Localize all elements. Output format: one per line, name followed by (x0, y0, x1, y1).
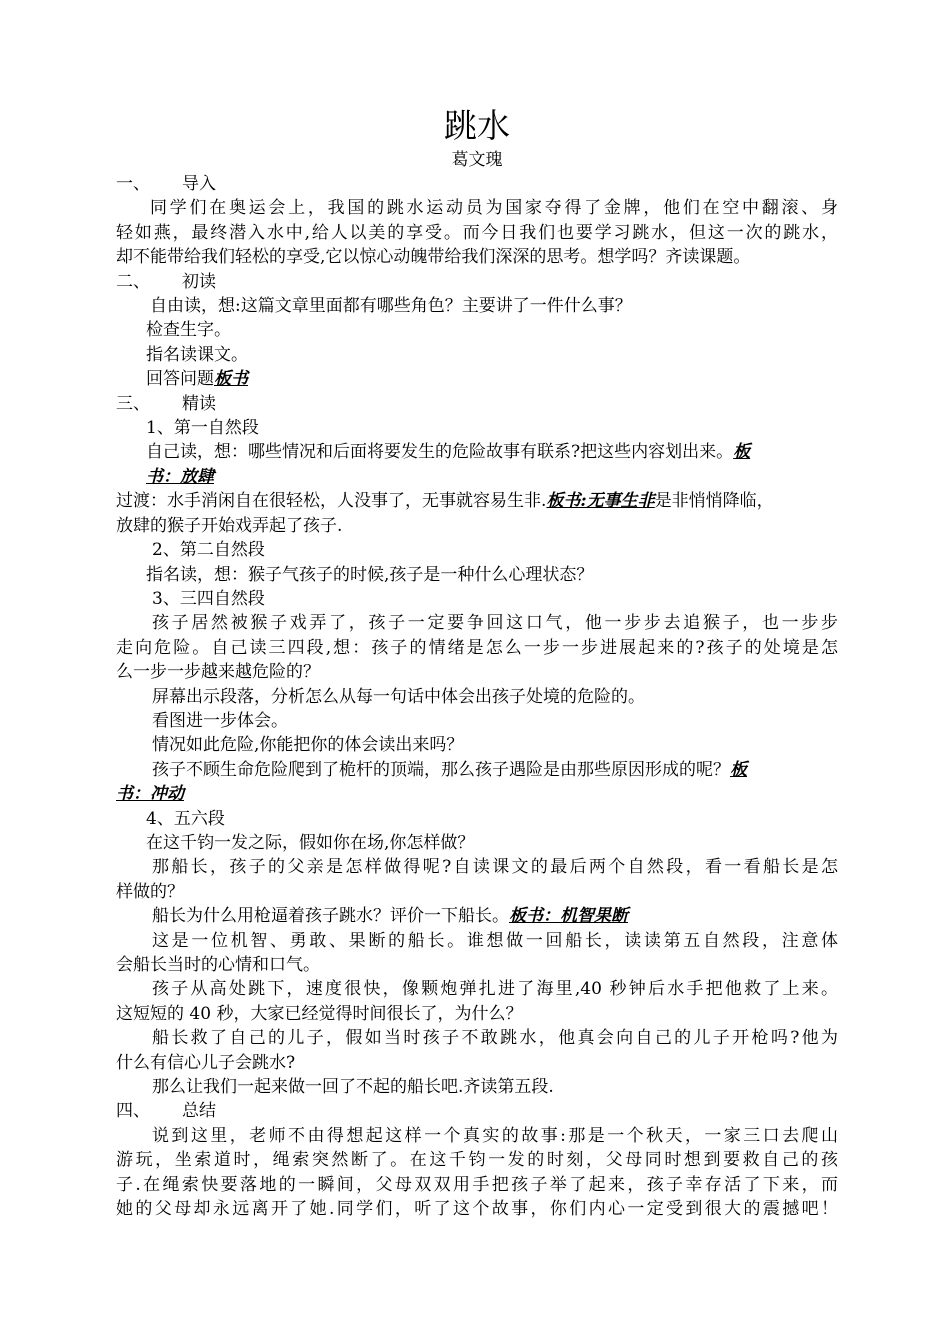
line-text: 孩子不顾生命危险爬到了桅杆的顶端，那么孩子遇险是由那些原因形成的呢？ (152, 759, 730, 780)
section-number: 四、 (116, 1101, 150, 1122)
blackboard-note: 板 (730, 759, 747, 780)
document-page (116, 104, 838, 1221)
paragraph-line: 走向危险。自己读三四段,想：孩子的情绪是怎么一步一步进展起来的?孩子的处境是怎 (116, 637, 838, 658)
paragraph-line: 却不能带给我们轻松的享受,它以惊心动魄带给我们深深的思考。想学吗？齐读课题。 (116, 247, 751, 268)
paragraph-line: 孩子居然被猴子戏弄了，孩子一定要争回这口气，他一步步去追猴子，也一步步 (152, 613, 838, 634)
paragraph-line: 船长救了自己的儿子，假如当时孩子不敢跳水，他真会向自己的儿子开枪吗?他为 (152, 1028, 838, 1049)
blackboard-note: 书：冲动 (116, 784, 184, 805)
section-number: 二、 (116, 271, 150, 292)
paragraph-line: 这是一位机智、勇敢、果断的船长。谁想做一回船长，读读第五自然段，注意体 (152, 930, 838, 951)
paragraph-line: 说到这里，老师不由得想起这样一个真实的故事:那是一个秋天，一家三口去爬山 (152, 1125, 838, 1146)
section-title: 总结 (182, 1101, 216, 1122)
section-heading-intro (116, 172, 838, 196)
paragraph-line: 自由读，想:这篇文章里面都有哪些角色？主要讲了一件什么事？ (150, 296, 632, 317)
paragraph-line: 情况如此危险,你能把你的体会读出来吗？ (152, 735, 464, 756)
section-title: 导入 (182, 174, 216, 194)
paragraph-line (116, 904, 838, 928)
paragraph-line (116, 758, 838, 782)
blackboard-note: 板 (733, 442, 751, 463)
paragraph-line: 么一步一步越来越危险的？ (116, 662, 320, 683)
blackboard-note: 板书 (214, 369, 248, 390)
paragraph-line: 样做的？ (116, 881, 184, 902)
paragraph-line: 那船长，孩子的父亲是怎样做得呢?自读课文的最后两个自然段，看一看船长是怎 (152, 857, 838, 878)
paragraph-line: 检查生字。 (146, 320, 231, 341)
paragraph-line (116, 782, 838, 806)
paragraph-line: 指名读课文。 (146, 344, 248, 365)
line-text: 自己读，想：哪些情况和后面将要发生的危险故事有联系?把这些内容划出来。 (146, 442, 734, 463)
subsection-title: 1、第一自然段 (146, 418, 259, 439)
section-title: 初读 (182, 271, 216, 292)
line-text: 船长为什么用枪逼着孩子跳水？评价一下船长。 (152, 906, 509, 927)
blackboard-note: 板书:无事生非 (546, 491, 655, 512)
paragraph-line: 那么让我们一起来做一回了不起的船长吧.齐读第五段. (152, 1077, 554, 1098)
paragraph-line: 游玩，坐索道时，绳索突然断了。在这千钧一发的时刻，父母同时想到要救自己的孩 (116, 1150, 838, 1171)
section-number: 三、 (116, 393, 150, 414)
paragraph-line: 孩子从高处跳下，速度很快，像颗炮弹扎进了海里,40 秒钟后水手把他救了上来。 (152, 979, 838, 1000)
subsection-title: 2、第二自然段 (152, 540, 265, 561)
paragraph-line: 放肆的猴子开始戏弄起了孩子. (116, 515, 343, 536)
paragraph-line: 会船长当时的心情和口气。 (116, 955, 320, 975)
section-title: 精读 (182, 393, 216, 414)
line-text: 是非悄悄降临， (654, 491, 774, 512)
paragraph-line: 指名读，想：猴子气孩子的时候,孩子是一种什么心理状态？ (146, 564, 594, 585)
line-text: 过渡：水手消闲自在很轻松，人没事了，无事就容易生非. (116, 491, 547, 512)
paragraph-line: 什么有信心儿子会跳水? (116, 1052, 296, 1073)
paragraph-line: 子.在绳索快要落地的一瞬间，父母双双用手把孩子举了起来，孩子幸存活了下来，而 (116, 1174, 838, 1195)
paragraph-line (116, 367, 838, 391)
section-number: 一、 (116, 174, 150, 194)
paragraph-line: 在这千钧一发之际，假如你在场,你怎样做？ (146, 832, 475, 853)
subsection-title: 3、三四自然段 (152, 588, 265, 609)
author-name: 葛文瑰 (451, 150, 503, 170)
section-heading-summary (116, 1099, 838, 1123)
section-heading-first-read (116, 270, 838, 294)
paragraph-line (116, 465, 838, 489)
paragraph-line: 同学们在奥运会上，我国的跳水运动员为国家夺得了金牌，他们在空中翻滚、身 (150, 198, 838, 219)
line-text: 回答问题 (146, 369, 214, 390)
paragraph-line: 她的父母却永远离开了她.同学们，听了这个故事，你们内心一定受到很大的震撼吧！ (116, 1199, 838, 1220)
paragraph-line: 轻如燕，最终潜入水中,给人以美的享受。而今日我们也要学习跳水，但这一次的跳水， (116, 222, 838, 243)
paragraph-line (116, 440, 838, 464)
paragraph-line (116, 489, 838, 513)
section-heading-close-read (116, 392, 838, 416)
blackboard-note: 板书：机智果断 (509, 906, 628, 927)
subsection-title: 4、五六段 (146, 808, 225, 829)
paragraph-line: 这短短的 40 秒，大家已经觉得时间很长了，为什么？ (116, 1003, 523, 1024)
document-title: 跳水 (444, 106, 510, 145)
paragraph-line: 看图进一步体会。 (152, 710, 288, 731)
paragraph-line: 屏幕出示段落，分析怎么从每一句话中体会出孩子处境的危险的。 (152, 686, 645, 707)
blackboard-note: 书：放肆 (146, 466, 214, 487)
